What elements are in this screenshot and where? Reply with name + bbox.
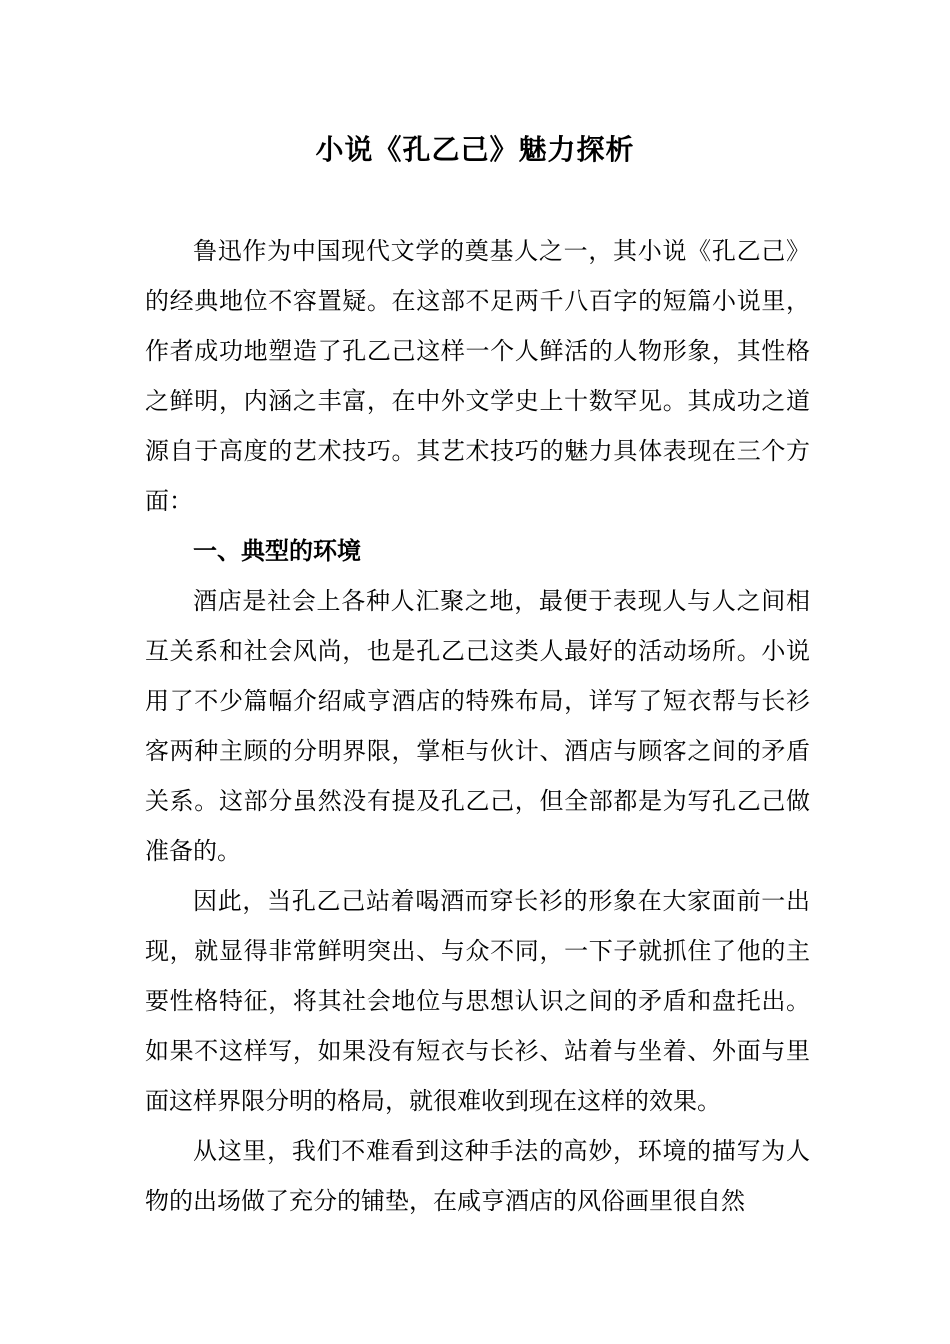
body-paragraph: 酒店是社会上各种人汇聚之地，最便于表现人与人之间相互关系和社会风尚，也是孔乙己这类人最好的活动场所。小说用了不少篇幅介绍咸亨酒店的特殊布局，详写了短衣帮与长衫客两种主顾的分明界限，掌柜与伙计、酒店与顾客之间的矛盾关系。这部分虽然没有提及孔乙己，但全部都是为写孔乙己做准备的。: [145, 587, 810, 865]
body-paragraph: 从这里，我们不难看到这种手法的高妙，环境的描写为人物的出场做了充分的铺垫，在咸亨酒店的风俗画里很自然: [145, 1137, 810, 1215]
section-heading: 一、典型的环境: [193, 537, 361, 565]
body-paragraph: 因此，当孔乙己站着喝酒而穿长衫的形象在大家面前一出现，就显得非常鲜明突出、与众不同，一下子就抓住了他的主要性格特征，将其社会地位与思想认识之间的矛盾和盘托出。如果不这样写，如果没有短衣与长衫、站着与坐着、外面与里面这样界限分明的格局，就很难收到现在这样的效果。: [145, 887, 810, 1115]
document-body: [145, 226, 810, 1226]
document-title: 小说《孔乙己》魅力探析: [315, 133, 635, 166]
intro-paragraph: 鲁迅作为中国现代文学的奠基人之一，其小说《孔乙己》的经典地位不容置疑。在这部不足两千八百字的短篇小说里，作者成功地塑造了孔乙己这样一个人鲜活的人物形象，其性格之鲜明，内涵之丰富，在中外文学史上十数罕见。其成功之道源自于高度的艺术技巧。其艺术技巧的魅力具体表现在三个方面：: [145, 237, 810, 515]
